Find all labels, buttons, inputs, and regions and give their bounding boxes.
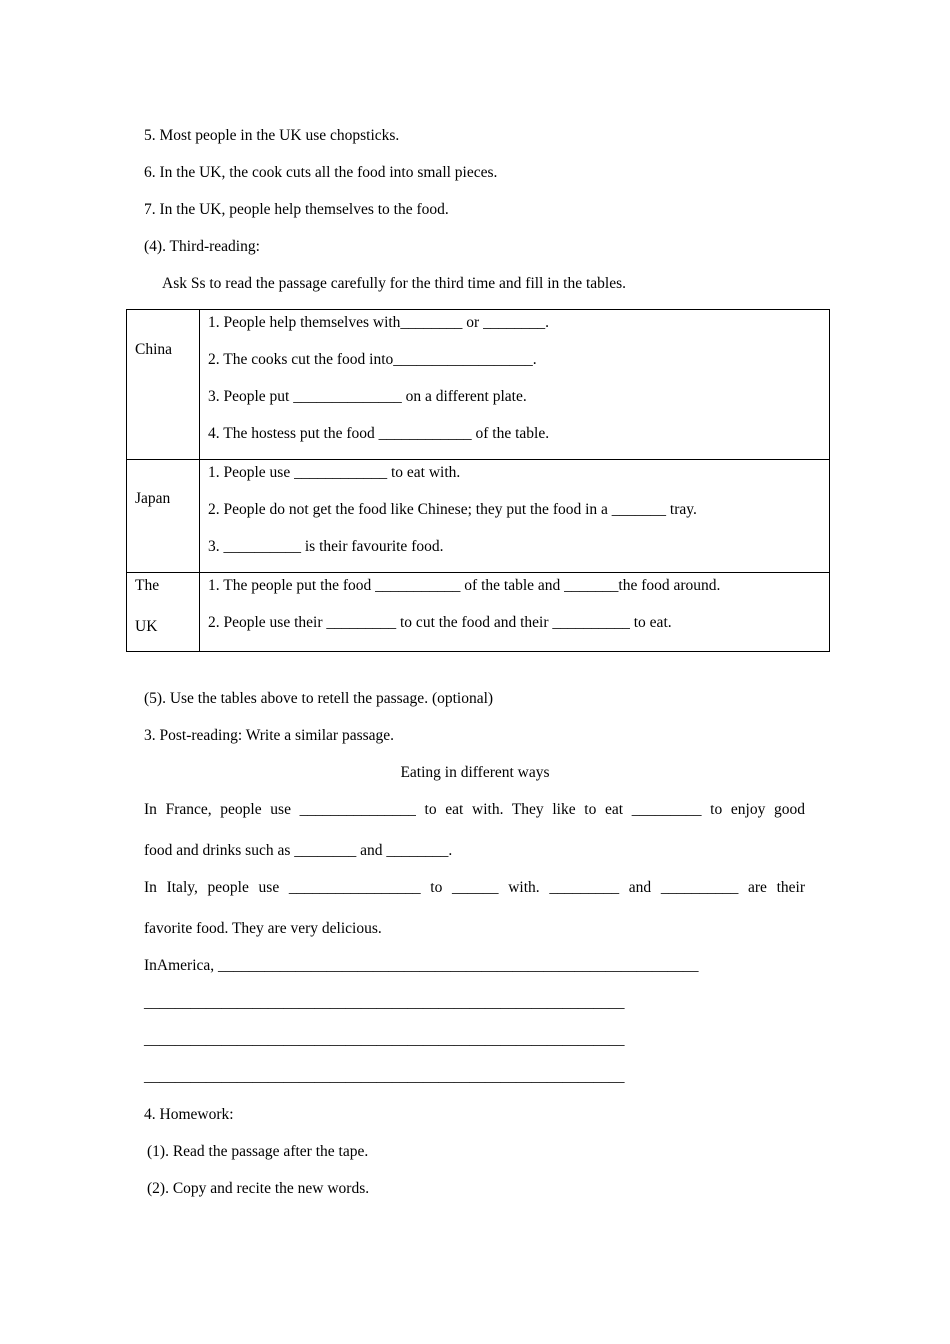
america-line: InAmerica, ______________________________________________________________: [144, 957, 699, 974]
uk-item-2: 2. People use their _________ to cut the food and their __________ to eat.: [208, 614, 672, 631]
table-row-uk: [127, 573, 830, 652]
table-row-japan: [127, 460, 830, 573]
homework-heading: 4. Homework:: [144, 1106, 234, 1123]
china-item-2: 2. The cooks cut the food into__________________.: [208, 351, 537, 368]
italy-line-2: favorite food. They are very delicious.: [144, 920, 382, 937]
china-item-4: 4. The hostess put the food ____________ of the table.: [208, 425, 550, 442]
third-reading-instruction: Ask Ss to read the passage carefully for the third time and fill in the tables.: [162, 275, 627, 292]
statement-5: 5. Most people in the UK use chopsticks.: [144, 127, 400, 144]
passage-title: Eating in different ways: [400, 764, 550, 781]
fill-in-table: [126, 309, 830, 652]
blank-line: ______________________________________________________________: [144, 1031, 625, 1048]
country-japan: Japan: [135, 490, 171, 507]
france-line-2: food and drinks such as ________ and ________.: [144, 842, 453, 859]
statement-7: 7. In the UK, people help themselves to the food.: [144, 201, 449, 218]
blank-line: ______________________________________________________________: [144, 1068, 625, 1085]
china-item-1: 1. People help themselves with________ or ________.: [208, 314, 549, 331]
france-line-1: In France, people use _______________ to eat with. They like to eat _________ to enjoy good: [144, 801, 805, 818]
china-item-3: 3. People put ______________ on a different plate.: [208, 388, 527, 405]
country-uk-line1: The: [135, 577, 160, 594]
retell-instruction: (5). Use the tables above to retell the passage. (optional): [144, 690, 494, 707]
table-row-china: [127, 310, 830, 460]
homework-item-2: (2). Copy and recite the new words.: [147, 1180, 370, 1197]
japan-item-1: 1. People use ____________ to eat with.: [208, 464, 461, 481]
statement-6: 6. In the UK, the cook cuts all the food into small pieces.: [144, 164, 498, 181]
post-reading-heading: 3. Post-reading: Write a similar passage.: [144, 727, 395, 744]
third-reading-heading: (4). Third-reading:: [144, 238, 260, 255]
country-china: China: [135, 341, 173, 358]
blank-line: ______________________________________________________________: [144, 994, 625, 1011]
italy-line-1: In Italy, people use _________________ to ______ with. _________ and __________ are their: [144, 879, 805, 896]
homework-item-1: (1). Read the passage after the tape.: [147, 1143, 369, 1160]
uk-item-1: 1. The people put the food ___________ of the table and _______the food around.: [208, 577, 721, 594]
country-uk-line2: UK: [135, 618, 158, 635]
japan-item-3: 3. __________ is their favourite food.: [208, 538, 444, 555]
japan-item-2: 2. People do not get the food like Chinese; they put the food in a _______ tray.: [208, 501, 697, 518]
